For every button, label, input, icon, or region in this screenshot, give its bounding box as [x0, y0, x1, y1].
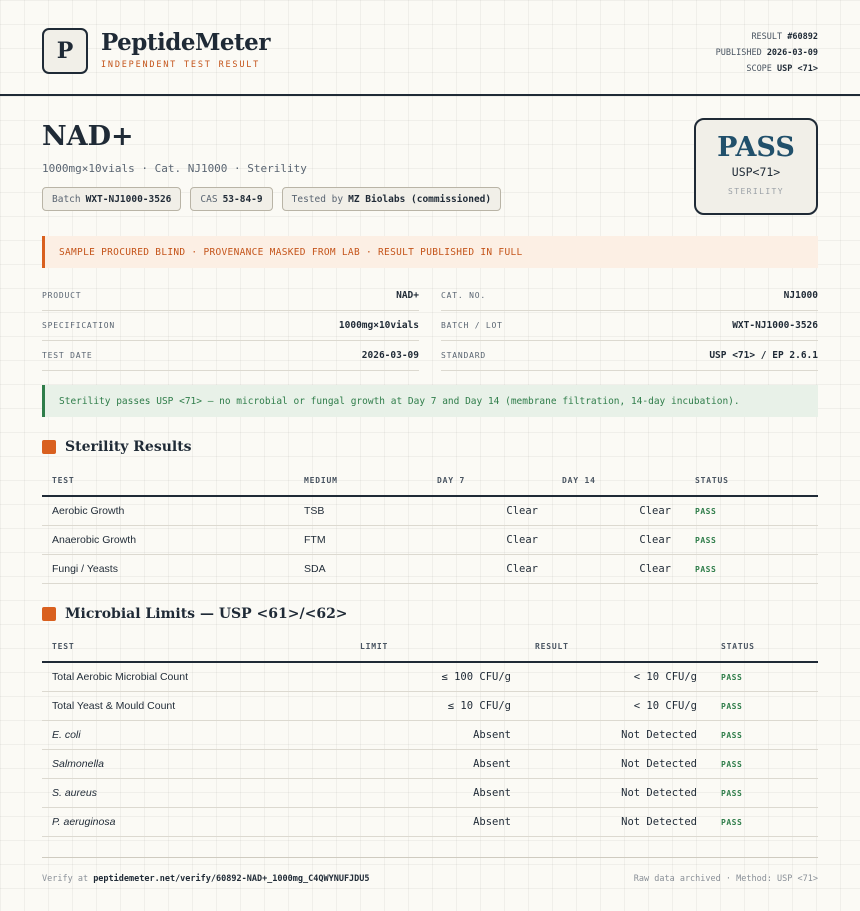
table-header-row [42, 466, 818, 496]
result-meta [716, 29, 818, 77]
status-badge: PASS [721, 672, 743, 682]
table-row: Total Aerobic Microbial Count ≤ 100 CFU/g < 10 CFU/g PASS [42, 662, 818, 691]
product-chips [42, 187, 501, 211]
verify-line: Verify at peptidemeter.net/verify/60892-NAD+_1000mg_C4QWYNUFJDU5 [42, 874, 370, 884]
meta-result: RESULT #60892 [751, 32, 818, 42]
info-grid-left [42, 281, 419, 371]
table-row: Aerobic Growth TSB Clear Clear PASS [42, 496, 818, 525]
verdict-standard: USP<71> [731, 165, 781, 179]
column-header: STATUS [685, 466, 818, 496]
table-row: S. aureus Absent Not Detected PASS [42, 778, 818, 807]
column-header: DAY 7 [427, 466, 552, 496]
status-badge: PASS [721, 759, 743, 769]
brand-name: PeptideMeter [101, 29, 270, 56]
meta-published: PUBLISHED 2026-03-09 [715, 48, 818, 58]
lab-chip: Tested by MZ Biolabs (commissioned) [282, 187, 501, 211]
status-badge: PASS [695, 564, 717, 574]
section-title: Sterility Results [65, 439, 192, 455]
status-badge: PASS [721, 701, 743, 711]
table-row: E. coli Absent Not Detected PASS [42, 720, 818, 749]
info-row: PRODUCT NAD+ [42, 281, 419, 311]
summary-banner: Sterility passes USP <71> — no microbial or fungal growth at Day 7 and Day 14 (membrane filtration, 14-day incubation). [42, 385, 818, 417]
column-header: DAY 14 [552, 466, 685, 496]
column-header: RESULT [525, 632, 711, 662]
microbial-section-header [42, 606, 348, 622]
procurement-notice: SAMPLE PROCURED BLIND · PROVENANCE MASKED FROM LAB · RESULT PUBLISHED IN FULL [42, 236, 818, 268]
status-badge: PASS [721, 817, 743, 827]
sterility-table [42, 466, 818, 584]
table-row: Salmonella Absent Not Detected PASS [42, 749, 818, 778]
batch-chip: Batch WXT-NJ1000-3526 [42, 187, 181, 211]
verdict-label: STERILITY [728, 187, 784, 196]
table-row: Anaerobic Growth FTM Clear Clear PASS [42, 525, 818, 554]
product-subtitle: 1000mg×10vials · Cat. NJ1000 · Sterility [42, 162, 307, 175]
verdict-result: PASS [717, 132, 795, 163]
footer-divider [42, 857, 818, 858]
table-header-row [42, 632, 818, 662]
info-row: BATCH / LOT WXT-NJ1000-3526 [441, 311, 818, 341]
brand-tagline: INDEPENDENT TEST RESULT [101, 60, 261, 70]
verdict-card [694, 118, 818, 215]
column-header: TEST [42, 632, 350, 662]
table-row: Fungi / Yeasts SDA Clear Clear PASS [42, 554, 818, 583]
info-grid-right [441, 281, 818, 371]
section-marker-icon [42, 607, 56, 621]
product-title: NAD+ [42, 121, 134, 152]
status-badge: PASS [721, 788, 743, 798]
info-row: CAT. NO. NJ1000 [441, 281, 818, 311]
microbial-limits-table [42, 632, 818, 837]
brand-logo: P [42, 28, 88, 74]
column-header: LIMIT [350, 632, 525, 662]
verify-link[interactable]: peptidemeter.net/verify/60892-NAD+_1000mg_C4QWYNUFJDU5 [93, 874, 370, 884]
footer-method-note: Raw data archived · Method: USP <71> [633, 874, 818, 884]
cas-chip: CAS 53-84-9 [190, 187, 272, 211]
status-badge: PASS [695, 535, 717, 545]
info-row: SPECIFICATION 1000mg×10vials [42, 311, 419, 341]
meta-scope: SCOPE USP <71> [746, 64, 818, 74]
section-title: Microbial Limits — USP <61>/<62> [65, 606, 348, 622]
table-row: P. aeruginosa Absent Not Detected PASS [42, 807, 818, 836]
info-row: STANDARD USP <71> / EP 2.6.1 [441, 341, 818, 371]
column-header: STATUS [711, 632, 818, 662]
info-row: TEST DATE 2026-03-09 [42, 341, 419, 371]
status-badge: PASS [695, 506, 717, 516]
section-marker-icon [42, 440, 56, 454]
column-header: TEST [42, 466, 294, 496]
column-header: MEDIUM [294, 466, 427, 496]
table-row: Total Yeast & Mould Count ≤ 10 CFU/g < 10 CFU/g PASS [42, 691, 818, 720]
report-header [0, 0, 860, 96]
sterility-section-header [42, 439, 192, 455]
status-badge: PASS [721, 730, 743, 740]
